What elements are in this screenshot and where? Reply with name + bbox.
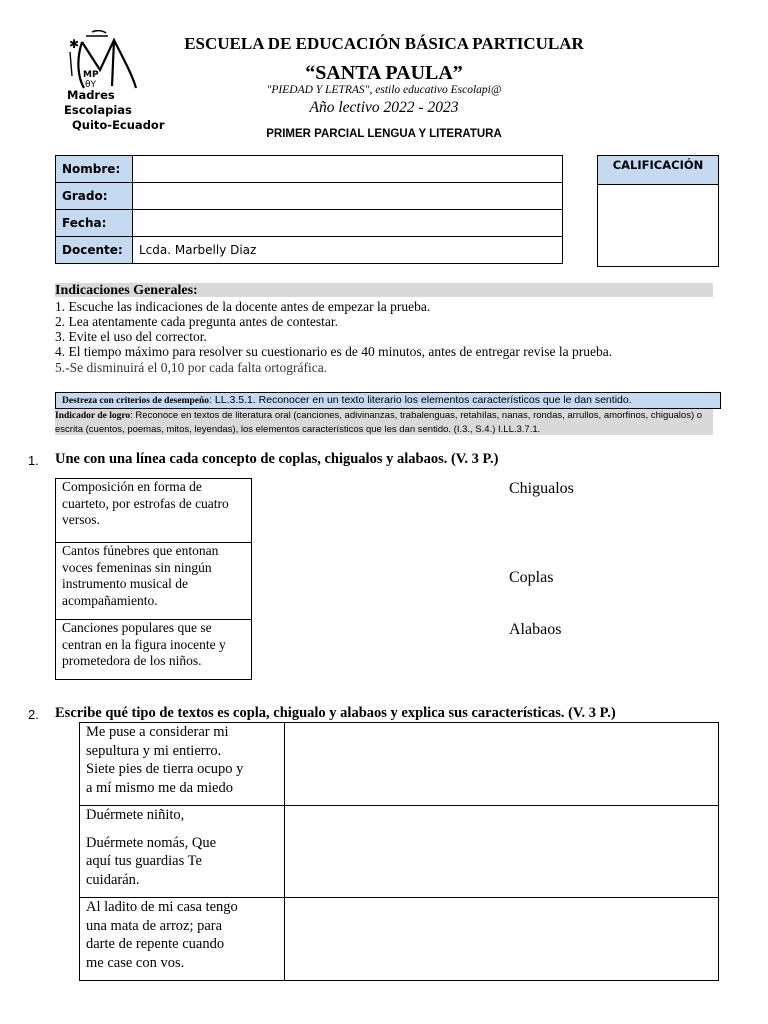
- poem-row-1: [80, 723, 719, 806]
- poem-row-2: [80, 806, 719, 898]
- answer-cell-3[interactable]: [284, 898, 718, 981]
- logo-monogram: MP: [83, 70, 99, 80]
- poem-line: me case con vos.: [86, 954, 185, 971]
- nombre-label: Nombre:: [56, 156, 133, 183]
- student-info-table: [55, 155, 563, 264]
- info-row-fecha: [56, 210, 563, 237]
- concept-box-2: [55, 542, 252, 620]
- poem-line: sepultura y mi entierro.: [86, 742, 222, 759]
- question-2-number: 2.: [28, 707, 39, 722]
- concept-line: Cantos fúnebres que entonan: [62, 543, 219, 558]
- indicador-box: [55, 409, 713, 435]
- poem-row-3: [80, 898, 719, 981]
- option-chigualos[interactable]: Chigualos: [509, 480, 574, 497]
- grade-label: CALIFICACIÓN: [598, 156, 718, 185]
- instructions-heading: Indicaciones Generales:: [55, 283, 713, 297]
- poem-line: Al ladito de mi casa tengo: [86, 899, 238, 915]
- destreza-text: : LL.3.5.1. Reconocer en un texto literario los elementos característicos que le dan sentido.: [209, 394, 632, 406]
- destreza-box: [55, 392, 721, 409]
- concept-box-1: [55, 478, 252, 543]
- svg-text:θY: θY: [85, 80, 97, 90]
- school-year: Año lectivo 2022 - 2023: [309, 99, 459, 116]
- logo-line-1: Madres: [67, 88, 115, 102]
- poem-line: Duérmete nomás, Que: [86, 834, 217, 851]
- concept-line: centran en la figura inocente y: [62, 636, 226, 652]
- grado-label: Grado:: [56, 183, 133, 210]
- poems-table: [79, 722, 719, 981]
- concept-line: Composición en forma de: [62, 479, 202, 494]
- poem-line: Siete pies de tierra ocupo y: [86, 761, 244, 777]
- instruction-item: 3. Evite el uso del corrector.: [55, 329, 207, 344]
- poem-line: darte de repente cuando: [86, 936, 225, 952]
- instruction-item: 4. El tiempo máximo para resolver su cuestionario es de 40 minutos, antes de entregar revise la prueba.: [55, 344, 613, 359]
- concept-line: voces femeninas sin ningún: [62, 559, 212, 575]
- concept-line: versos.: [62, 512, 100, 527]
- grade-box: [597, 155, 719, 267]
- instruction-item: 5.-Se disminuirá el 0,10 por cada falta ortográfica.: [55, 360, 328, 375]
- concept-line: cuarteto, por estrofas de cuatro: [62, 495, 229, 511]
- poem-line: cuidarán.: [86, 871, 140, 888]
- nombre-field[interactable]: [133, 156, 563, 183]
- poem-cell-2: [80, 806, 285, 898]
- logo-line-2: Escolapias: [64, 103, 132, 117]
- question-1-number: 1.: [28, 453, 39, 468]
- poem-line: aquí tus guardias Te: [86, 853, 202, 869]
- info-row-nombre: [56, 156, 563, 183]
- poem-line: una mata de arroz; para: [86, 917, 223, 934]
- answer-cell-2[interactable]: [284, 806, 718, 898]
- instruction-item: 2. Lea atentamente cada pregunta antes de contestar.: [55, 314, 338, 329]
- school-motto: "PIEDAD Y LETRAS", estilo educativo Escolapi@: [266, 84, 502, 96]
- exam-title: PRIMER PARCIAL LENGUA Y LITERATURA: [266, 128, 502, 140]
- poem-line: a mí mismo me da miedo: [86, 779, 233, 796]
- concept-box-3: [55, 619, 252, 680]
- docente-value: Lcda. Marbelly Diaz: [133, 237, 563, 264]
- school-subtitle: “SANTA PAULA”: [305, 62, 463, 84]
- poem-line: Duérmete niñito,: [86, 807, 185, 823]
- info-row-docente: [56, 237, 563, 264]
- option-alabaos[interactable]: Alabaos: [509, 621, 562, 638]
- destreza-label: Destreza con criterios de desempeño: [62, 396, 210, 406]
- question-1-text: Une con una línea cada concepto de coplas, chigualos y alabaos. (V. 3 P.): [55, 451, 499, 467]
- instruction-item: 1. Escuche las indicaciones de la docente antes de empezar la prueba.: [55, 299, 431, 314]
- poem-cell-3: [80, 898, 285, 981]
- fecha-label: Fecha:: [56, 210, 133, 237]
- answer-cell-1[interactable]: [284, 723, 718, 806]
- info-row-grado: [56, 183, 563, 210]
- question-2-text: Escribe qué tipo de textos es copla, chigualo y alabaos y explica sus características. (V. 3 P.): [55, 705, 616, 721]
- grado-field[interactable]: [133, 183, 563, 210]
- docente-label: Docente:: [56, 237, 133, 264]
- poem-line: Me puse a considerar mi: [86, 724, 229, 740]
- concept-line: prometedora de los niños.: [62, 653, 202, 668]
- indicador-text: : Reconoce en textos de literatura oral (canciones, adivinanzas, trabalenguas, retahílas, nanas, rondas, arrullos, amorfinos, chigualos) o escrita (cuentos, poemas, mitos, leyendas), los elementos característicos que les dan sentido. (I.3., S.4.) I.LL.3.7.1.: [55, 410, 703, 435]
- indicador-label: Indicador de logro: [55, 411, 131, 421]
- fecha-field[interactable]: [133, 210, 563, 237]
- logo-line-3: Quito-Ecuador: [72, 118, 165, 132]
- concept-line: Canciones populares que se: [62, 620, 212, 635]
- concept-line: acompañamiento.: [62, 592, 158, 608]
- concept-line: instrumento musical de: [62, 576, 188, 591]
- option-coplas[interactable]: Coplas: [509, 569, 554, 586]
- school-name: ESCUELA DE EDUCACIÓN BÁSICA PARTICULAR: [184, 34, 584, 53]
- poem-cell-1: [80, 723, 285, 806]
- logo-star-icon: ✱: [69, 37, 80, 51]
